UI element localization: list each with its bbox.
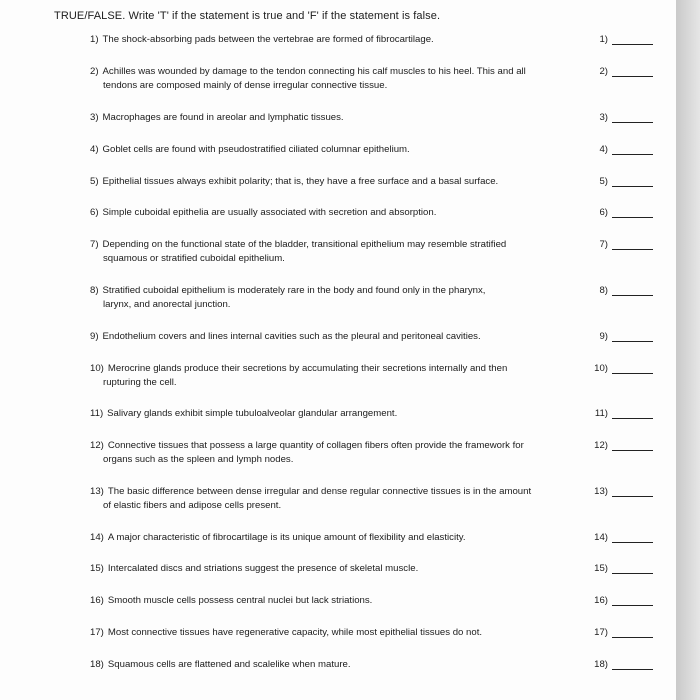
question-text: [90, 330, 580, 344]
answer-label: 3): [599, 112, 608, 123]
answer-label: 7): [599, 239, 608, 250]
answer-blank[interactable]: [612, 669, 653, 670]
question-line: The basic difference between dense irregular and dense regular connective tissues is in the amount: [107, 486, 532, 497]
answer-blank[interactable]: [612, 217, 653, 218]
answer-blank[interactable]: [612, 605, 653, 606]
question-number: 6): [90, 207, 99, 218]
question-line: Epithelial tissues always exhibit polarity; that is, they have a free surface and a basal surface.: [102, 176, 499, 187]
question-text: [90, 439, 580, 467]
question-number: 12): [90, 440, 104, 451]
answer-blank[interactable]: [612, 122, 653, 123]
question-text: [90, 562, 580, 576]
question-number: 18): [90, 659, 104, 670]
answer-blank[interactable]: [612, 418, 653, 419]
answer-blank[interactable]: [612, 44, 653, 45]
question-number: 17): [90, 627, 104, 638]
question-line: Macrophages are found in areolar and lymphatic tissues.: [102, 112, 344, 123]
question-line: Endothelium covers and lines internal cavities such as the pleural and peritoneal cavities.: [102, 331, 481, 342]
answer-blank[interactable]: [612, 154, 653, 155]
answer-blank[interactable]: [612, 373, 653, 374]
answer-label: 10): [594, 363, 608, 374]
answer-label: 1): [599, 34, 608, 45]
question-line-continued: larynx, and anorectal junction.: [103, 299, 231, 310]
question-line-continued: rupturing the cell.: [103, 377, 177, 388]
answer-blank[interactable]: [612, 341, 653, 342]
question-number: 2): [90, 66, 99, 77]
question-text: [90, 175, 580, 189]
question-number: 5): [90, 176, 99, 187]
question-text: [90, 407, 580, 421]
answer-label: 2): [599, 66, 608, 77]
question-number: 14): [90, 532, 104, 543]
answer-label: 12): [594, 440, 608, 451]
question-line-continued: tendons are composed mainly of dense irregular connective tissue.: [103, 80, 388, 91]
answer-blank[interactable]: [612, 186, 653, 187]
question-text: [90, 626, 580, 640]
answer-label: 16): [594, 595, 608, 606]
answer-label: 4): [599, 144, 608, 155]
question-line: Smooth muscle cells possess central nuclei but lack striations.: [107, 595, 373, 606]
answer-label: 9): [599, 331, 608, 342]
question-line: Connective tissues that possess a large quantity of collagen fibers often provide the framework for: [107, 440, 524, 451]
answer-blank[interactable]: [612, 295, 653, 296]
answer-label: 18): [594, 659, 608, 670]
question-text: [90, 362, 580, 390]
answer-blank[interactable]: [612, 249, 653, 250]
answer-label: 14): [594, 532, 608, 543]
question-number: 13): [90, 486, 104, 497]
answer-label: 5): [599, 176, 608, 187]
question-number: 3): [90, 112, 99, 123]
answer-blank[interactable]: [612, 542, 653, 543]
question-line: Achilles was wounded by damage to the tendon connecting his calf muscles to his heel. This and all: [102, 66, 526, 77]
answer-blank[interactable]: [612, 573, 653, 574]
question-number: 16): [90, 595, 104, 606]
question-text: [90, 65, 580, 93]
question-line: Intercalated discs and striations suggest the presence of skeletal muscle.: [107, 563, 419, 574]
answer-blank[interactable]: [612, 76, 653, 77]
question-text: [90, 531, 580, 545]
question-line: Most connective tissues have regenerative capacity, while most epithelial tissues do not.: [107, 627, 483, 638]
question-number: 11): [90, 408, 104, 419]
question-line: Depending on the functional state of the bladder, transitional epithelium may resemble stratified: [102, 239, 507, 250]
answer-blank[interactable]: [612, 637, 653, 638]
answer-label: 17): [594, 627, 608, 638]
question-line: Squamous cells are flattened and scalelike when mature.: [107, 659, 351, 670]
question-text: [90, 485, 580, 513]
question-number: 1): [90, 34, 99, 45]
question-text: [90, 284, 580, 312]
question-text: [90, 658, 580, 672]
answer-label: 11): [594, 408, 608, 419]
question-line: Stratified cuboidal epithelium is moderately rare in the body and found only in the pharynx,: [102, 285, 486, 296]
question-line: Merocrine glands produce their secretions by accumulating their secretions internally and then: [107, 363, 508, 374]
question-text: [90, 143, 580, 157]
question-number: 10): [90, 363, 104, 374]
answer-label: 8): [599, 285, 608, 296]
answer-blank[interactable]: [612, 496, 653, 497]
question-line: Salivary glands exhibit simple tubuloalveolar glandular arrangement.: [107, 408, 398, 419]
question-line-continued: of elastic fibers and adipose cells present.: [103, 500, 282, 511]
question-text: [90, 238, 580, 266]
question-line: A major characteristic of fibrocartilage is its unique amount of flexibility and elasticity.: [107, 532, 466, 543]
question-line: Simple cuboidal epithelia are usually associated with secretion and absorption.: [102, 207, 437, 218]
question-text: [90, 111, 580, 125]
question-text: [90, 206, 580, 220]
question-line: Goblet cells are found with pseudostratified ciliated columnar epithelium.: [102, 144, 410, 155]
question-line: The shock-absorbing pads between the vertebrae are formed of fibrocartilage.: [102, 34, 434, 45]
answer-blank[interactable]: [612, 450, 653, 451]
question-number: 8): [90, 285, 99, 296]
question-number: 9): [90, 331, 99, 342]
answer-label: 6): [599, 207, 608, 218]
question-text: [90, 594, 580, 608]
instructions-heading: TRUE/FALSE. Write 'T' if the statement is true and 'F' if the statement is false.: [54, 10, 441, 22]
answer-label: 15): [594, 563, 608, 574]
question-number: 4): [90, 144, 99, 155]
question-number: 7): [90, 239, 99, 250]
question-text: [90, 33, 580, 47]
question-number: 15): [90, 563, 104, 574]
question-line-continued: squamous or stratified cuboidal epithelium.: [103, 253, 285, 264]
question-line-continued: organs such as the spleen and lymph nodes.: [103, 454, 294, 465]
answer-label: 13): [594, 486, 608, 497]
page-edge-shadow: [676, 0, 700, 700]
